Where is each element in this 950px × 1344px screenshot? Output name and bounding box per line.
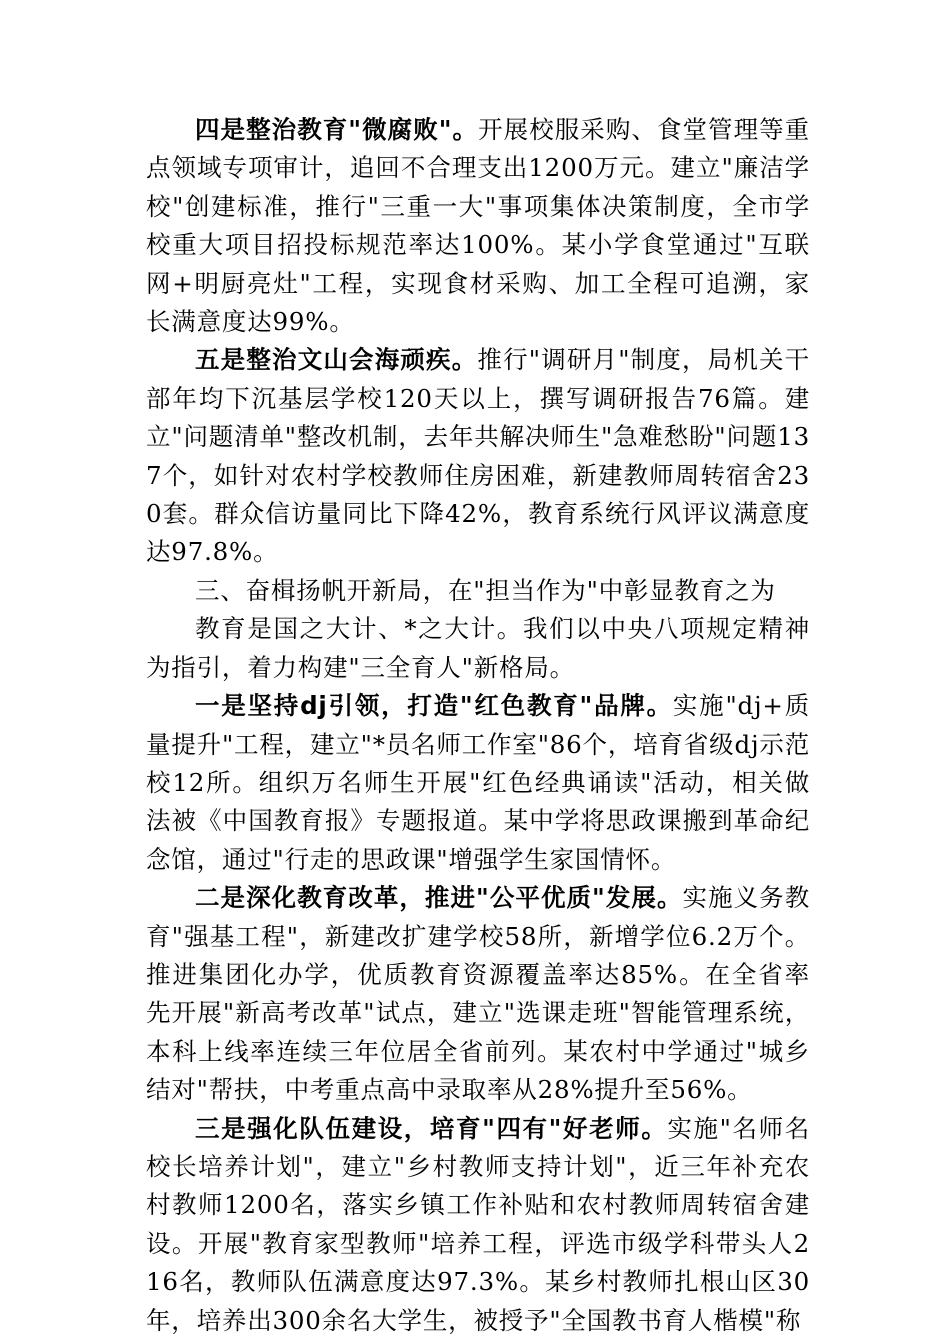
- paragraph-lead: 一是坚持dj引领，打造"红色教育"品牌。: [195, 691, 673, 721]
- paragraph-text: 开展校服采购、食堂管理等重点领域专项审计，追回不合理支出1200万元。建立"廉洁学校"创建标准，推行"三重一大"事项集体决策制度，全市学校重大项目招投标规范率达100%。某小学食堂通过"互联网+明厨亮灶"工程，实现食材采购、加工全程可追溯，家长满意度达99%。: [146, 115, 810, 337]
- paragraph-text: 教育是国之大计、*之大计。我们以中央八项规定精神为指引，着力构建"三全育人"新格局。: [146, 614, 810, 682]
- paragraph-rectify-meetings: [146, 341, 810, 571]
- paragraph-intro: [146, 610, 810, 687]
- paragraph-rectify-micro-corruption: [146, 111, 810, 341]
- paragraph-text: 推行"调研月"制度，局机关干部年均下沉基层学校120天以上，撰写调研报告76篇。建立"问题清单"整改机制，去年共解决师生"急难愁盼"问题137个，如针对农村学校教师住房困难，新建教师周转宿舍230套。群众信访量同比下降42%，教育系统行风评议满意度达97.8%。: [146, 345, 810, 567]
- paragraph-lead: 三是强化队伍建设，培育"四有"好老师。: [195, 1113, 668, 1143]
- paragraph-lead: 二是深化教育改革，推进"公平优质"发展。: [195, 883, 683, 913]
- paragraph-education-reform: [146, 879, 810, 1109]
- paragraph-teacher-team: [146, 1110, 810, 1340]
- document-body: [146, 111, 810, 1340]
- paragraph-lead: 四是整治教育"微腐败"。: [195, 115, 479, 144]
- paragraph-lead: 五是整治文山会海顽疾。: [195, 345, 478, 375]
- paragraph-party-leadership: [146, 687, 810, 879]
- paragraph-text: 实施"名师名校长培养计划"，建立"乡村教师支持计划"，近三年补充农村教师1200名，落实乡镇工作补贴和农村教师周转宿舍建设。开展"教育家型教师"培养工程，评选市级学科带头人216名，教师队伍满意度达97.3%。某乡村教师扎根山区30年，培养出300余名大学生，被授予"全国教书育人楷模"称: [146, 1113, 810, 1335]
- paragraph-text: 实施"dj+质量提升"工程，建立"*员名师工作室"86个，培育省级dj示范校12所。组织万名师生开展"红色经典诵读"活动，相关做法被《中国教育报》专题报道。某中学将思政课搬到革命纪念馆，通过"行走的思政课"增强学生家国情怀。: [146, 691, 810, 874]
- section-heading: 三、奋楫扬帆开新局，在"担当作为"中彰显教育之为: [195, 575, 776, 605]
- paragraph-text: 实施义务教育"强基工程"，新建改扩建学校58所，新增学位6.2万个。推进集团化办学，优质教育资源覆盖率达85%。在全省率先开展"新高考改革"试点，建立"选课走班"智能管理系统，本科上线率连续三年位居全省前列。某农村中学通过"城乡结对"帮扶，中考重点高中录取率从28%提升至56%。: [146, 883, 811, 1105]
